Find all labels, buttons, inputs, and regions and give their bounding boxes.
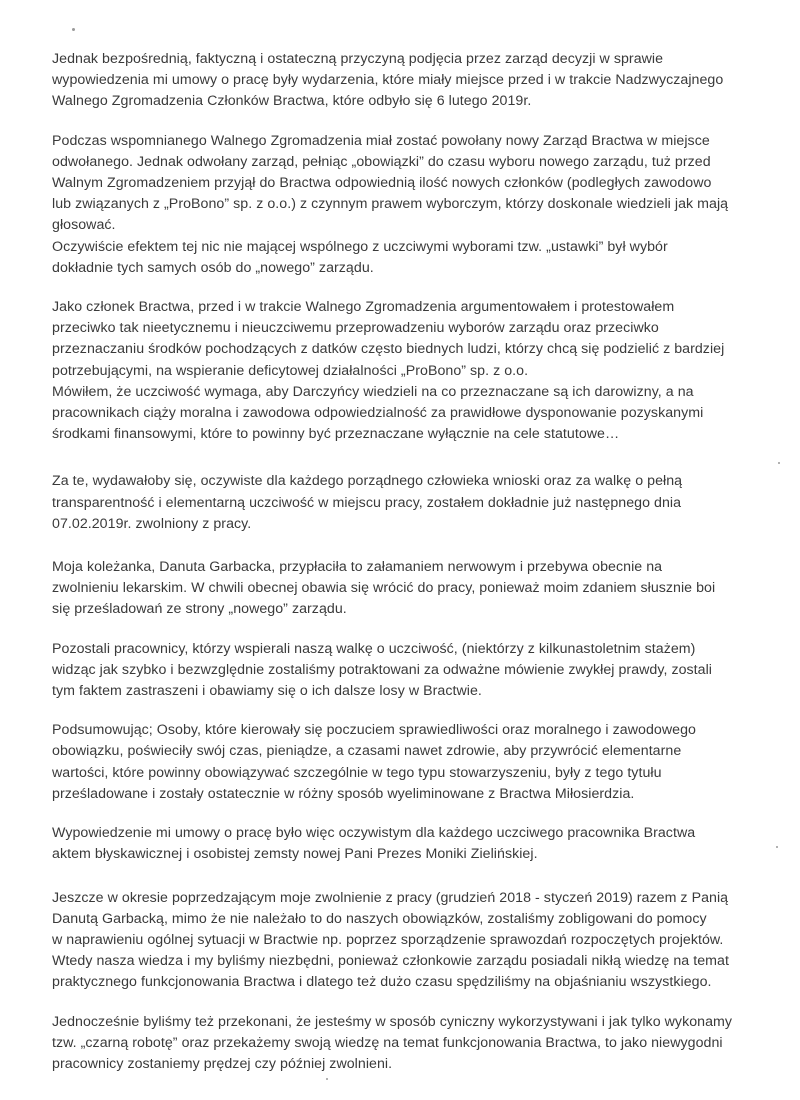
paragraph-10	[52, 1012, 760, 1076]
paragraph-3	[52, 297, 760, 445]
text-line: Za te, wydawałoby się, oczywiste dla każdego porządnego człowieka wnioski oraz za walkę o pełną	[52, 473, 683, 490]
text-line: Mówiłem, że uczciwość wymaga, aby Darczyńcy wiedzieli na co przeznaczane są ich darowizny, a na	[52, 383, 694, 400]
text-line: Pozostali pracownicy, którzy wspierali naszą walkę o uczciwość, (niektórzy z kilkunastoletnim stażem)	[52, 640, 696, 657]
text-line: potrzebującymi, na wspieranie deficytowej działalności „ProBono” sp. z o.o.	[52, 362, 529, 379]
text-line: w naprawieniu ogólnej sytuacji w Bractwie np. poprzez sporządzenie sprawozdań rozpoczętych projektów.	[52, 931, 724, 948]
paragraph-8	[52, 823, 760, 865]
text-line: Jednocześnie byliśmy też przekonani, że jesteśmy w sposób cyniczny wykorzystywani i jak tylko wykonamy	[52, 1013, 733, 1030]
text-line: przeciwko tak nieetycznemu i nieuczciwemu przeprowadzeniu wyborów zarządu oraz przeciwko	[52, 320, 659, 337]
text-line: tym faktem zastraszeni i obawiamy się o ich dalsze losy w Bractwie.	[52, 683, 482, 700]
paragraph-1	[52, 49, 760, 113]
text-line: się prześladowań ze strony „nowego” zarządu.	[52, 601, 347, 618]
paragraph-9	[52, 888, 760, 994]
text-line: aktem błyskawicznej i osobistej zemsty nowej Pani Prezes Moniki Zielińskiej.	[52, 846, 538, 863]
text-line: Wypowiedzenie mi umowy o pracę było więc oczywistym dla każdego uczciwego pracownika Bractwa	[52, 825, 696, 842]
paragraph-2	[52, 131, 760, 279]
text-line: wypowiedzenia mi umowy o pracę były wydarzenia, które miały miejsce przed i w trakcie Nadzwyczajnego	[52, 72, 724, 89]
text-line: Danutą Garbacką, mimo że nie należało to do naszych obowiązków, zostaliśmy zobligowani do pomocy	[52, 910, 707, 927]
scan-speck	[72, 28, 75, 31]
text-line: dokładnie tych samych osób do „nowego” zarządu.	[52, 259, 374, 276]
text-line: Walnym Zgromadzeniem przyjął do Bractwa odpowiednią ilość nowych członków (podległych zawodowo	[52, 175, 712, 192]
text-line: głosować.	[52, 217, 116, 234]
text-line: Moja koleżanka, Danuta Garbacka, przypłaciła to załamaniem nerwowym i przebywa obecnie na	[52, 559, 663, 576]
text-line: pracownikach ciąży moralna i zawodowa odpowiedzialność za prawidłowe dysponowanie pozyskanymi	[52, 405, 704, 422]
text-line: wartości, które powinny obowiązywać szczególnie w tego typu stowarzyszeniu, były z tego tytułu	[52, 764, 662, 781]
text-line: widząc jak szybko i bezwzględnie zostaliśmy potraktowani za odważne mówienie zwykłej prawdy, zostali	[52, 661, 713, 678]
paragraph-5	[52, 557, 760, 621]
text-line: praktycznego funkcjonowania Bractwa i dlatego też dużo czasu spędziliśmy na objaśnianiu wszystkiego.	[52, 974, 712, 991]
text-line: 07.02.2019r. zwolniony z pracy.	[52, 515, 252, 532]
text-line: obowiązku, poświeciły swój czas, pieniądze, a czasami nawet zdrowie, aby przywrócić elementarne	[52, 743, 682, 760]
text-line: Podsumowując; Osoby, które kierowały się poczuciem sprawiedliwości oraz moralnego i zawodowego	[52, 722, 696, 739]
text-line: środkami finansowymi, które to powinny być przeznaczane wyłącznie na cele statutowe…	[52, 426, 620, 443]
text-line: pracownicy zostaniemy prędzej czy później zwolnieni.	[52, 1055, 393, 1072]
scan-speck	[776, 846, 778, 848]
text-line: prześladowane i zostały ostatecznie w różny sposób wyeliminowane z Bractwa Miłosierdzia.	[52, 785, 635, 802]
text-line: Jeszcze w okresie poprzedzającym moje zwolnienie z pracy (grudzień 2018 - styczeń 2019) razem z Panią	[52, 889, 729, 906]
text-line: lub związanych z „ProBono” sp. z o.o.) z czynnym prawem wyborczym, którzy doskonale wiedzieli jak mają	[52, 196, 729, 213]
text-line: transparentność i elementarną uczciwość w miejscu pracy, zostałem dokładnie już następnego dnia	[52, 494, 682, 511]
text-line: Podczas wspomnianego Walnego Zgromadzenia miał zostać powołany nowy Zarząd Bractwa w miejsce	[52, 132, 710, 149]
paragraph-7	[52, 720, 760, 805]
text-line: Oczywiście efektem tej nic nie mającej wspólnego z uczciwymi wyborami tzw. „ustawki” był wybór	[52, 238, 668, 255]
scan-speck	[778, 462, 780, 464]
text-line: tzw. „czarną robotę” oraz przekażemy swoją wiedzę na temat funkcjonowania Bractwa, to jako niewygodni	[52, 1034, 723, 1051]
text-line: Wtedy nasza wiedza i my byliśmy niezbędni, ponieważ członkowie zarządu posiadali nikłą wiedzę na temat	[52, 953, 729, 970]
text-line: Jednak bezpośrednią, faktyczną i ostateczną przyczyną podjęcia przez zarząd decyzji w sprawie	[52, 51, 664, 67]
text-line: Walnego Zgromadzenia Członków Bractwa, które odbyło się 6 lutego 2019r.	[52, 93, 532, 110]
paragraph-4	[52, 471, 760, 535]
paragraph-6	[52, 639, 760, 703]
text-line: Jako członek Bractwa, przed i w trakcie Walnego Zgromadzenia argumentowałem i protestowałem	[52, 299, 675, 316]
scan-speck	[326, 1078, 328, 1080]
text-line: przeznaczaniu środków pochodzących z datków często biednych ludzi, którzy chcą się podzielić z bardziej	[52, 341, 725, 358]
text-line: zwolnieniu lekarskim. W chwili obecnej obawia się wrócić do pracy, ponieważ moim zdaniem słusznie boi	[52, 580, 716, 597]
text-line: odwołanego. Jednak odwołany zarząd, pełniąc „obowiązki” do czasu wyboru nowego zarządu, tuż przed	[52, 153, 711, 170]
